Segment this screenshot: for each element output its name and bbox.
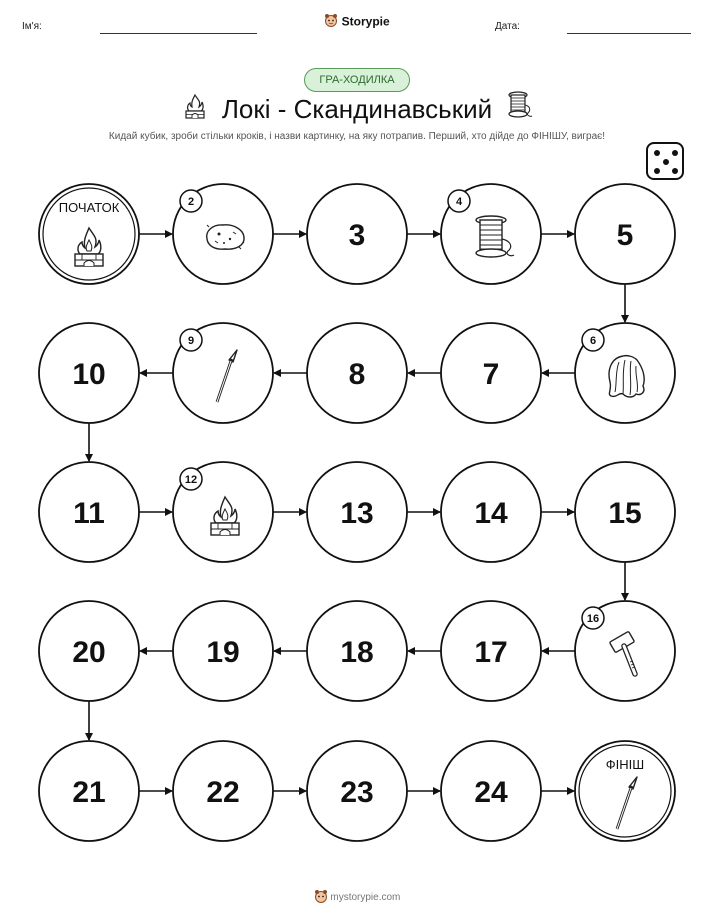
- board-cell-20: [39, 601, 139, 701]
- start-cell: [39, 184, 139, 284]
- board-cell-19: [173, 601, 273, 701]
- cell-number: 17: [474, 636, 508, 669]
- board-cell-11: [39, 462, 139, 562]
- board-cell-8: [307, 323, 407, 423]
- cell-number: 19: [206, 636, 240, 669]
- board-cell-13: [307, 462, 407, 562]
- cell-number: 8: [348, 358, 366, 391]
- date-label: Дата:: [495, 21, 520, 32]
- cell-number: 10: [72, 358, 106, 391]
- cell-number: 14: [474, 497, 508, 530]
- board-cell-24: [441, 741, 541, 841]
- cell-number: 12: [184, 474, 198, 486]
- board-cell-22: [173, 741, 273, 841]
- board-cell-15: [575, 462, 675, 562]
- cell-number: 11: [73, 497, 105, 530]
- storypie-mascot-icon: [314, 895, 331, 906]
- game-type-badge: ГРА-ХОДИЛКА: [304, 68, 410, 92]
- board-cell-12: [173, 462, 273, 562]
- cell-number: 21: [72, 776, 106, 809]
- board-cell-21: [39, 741, 139, 841]
- board-cell-14: [441, 462, 541, 562]
- start-label: ПОЧАТОК: [58, 200, 120, 215]
- board-cell-18: [307, 601, 407, 701]
- finish-label: ФІНІШ: [605, 757, 645, 772]
- cell-number: 15: [608, 497, 642, 530]
- cell-number: 3: [348, 219, 366, 252]
- cell-number: 20: [72, 636, 106, 669]
- cell-number: 18: [340, 636, 374, 669]
- board-cell-5: [575, 184, 675, 284]
- brand-name: Storypie: [341, 14, 390, 29]
- cell-number: 2: [187, 196, 195, 208]
- footer-url: mystorypie.com: [330, 892, 401, 903]
- board-cell-16: [575, 601, 675, 701]
- cell-number: 7: [482, 358, 500, 391]
- board-cell-9: [173, 323, 273, 423]
- cell-number: 13: [340, 497, 374, 530]
- board-cell-10: [39, 323, 139, 423]
- footer: [0, 889, 714, 906]
- cell-number: 5: [616, 219, 634, 252]
- instructions: Кидай кубик, зроби стільки кроків, і назви картинку, на яку потрапив. Перший, хто дійде до ФІНІШУ, виграє!: [108, 131, 606, 142]
- board-cell-2: [173, 184, 273, 284]
- cell-number: 24: [474, 776, 508, 809]
- cell-number: 22: [206, 776, 240, 809]
- board-cell-6: [575, 323, 675, 423]
- rock-icon: [207, 225, 244, 249]
- board-cell-4: [441, 184, 541, 284]
- cell-number: 6: [589, 335, 597, 347]
- board-cell-3: [307, 184, 407, 284]
- board-cell-7: [441, 323, 541, 423]
- hair-icon: [609, 356, 644, 397]
- cell-number: 16: [586, 613, 600, 625]
- cell-number: 9: [187, 335, 195, 347]
- page-title: Локі - Скандинавський: [221, 94, 493, 124]
- finish-cell: [575, 741, 675, 841]
- name-label: Ім'я:: [22, 21, 42, 32]
- cell-number: 4: [455, 196, 463, 208]
- board-cell-23: [307, 741, 407, 841]
- board-cell-17: [441, 601, 541, 701]
- cell-number: 23: [340, 776, 374, 809]
